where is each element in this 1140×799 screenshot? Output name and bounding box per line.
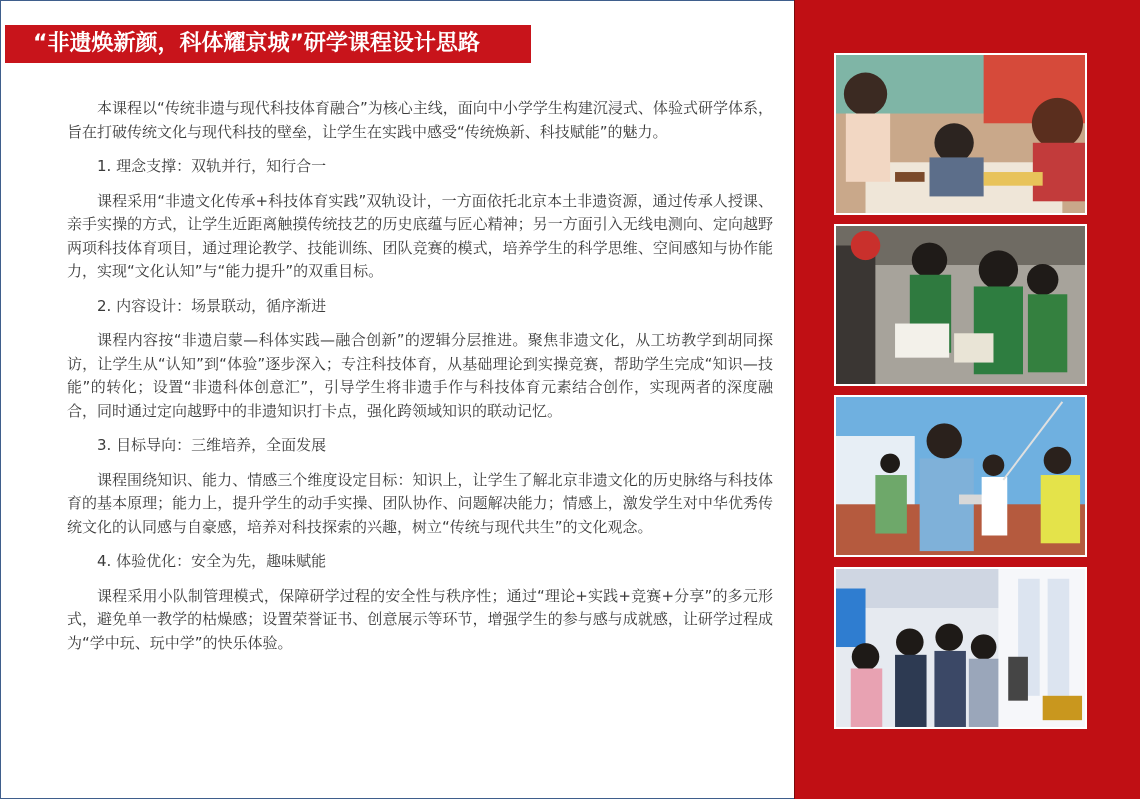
photo-orienteering-students: [834, 224, 1087, 386]
article-body: [67, 97, 773, 666]
section-heading-4: 4. 体验优化：安全为先，趣味赋能: [97, 552, 327, 570]
section-heading-3: 3. 目标导向：三维培养，全面发展: [97, 436, 327, 454]
intro-paragraph: 本课程以“传统非遗与现代科技体育融合”为核心主线，面向中小学学生构建沉浸式、体验式研学体系，旨在打破传统文化与现代科技的壁垒，让学生在实践中感受“传统焕新、科技赋能”的魅力。: [67, 99, 773, 141]
section-body-3: 课程围绕知识、能力、情感三个维度设定目标：知识上，让学生了解北京非遗文化的历史脉络与科技体育的基本原理；能力上，提升学生的动手实操、团队协作、问题解决能力；情感上，激发学生对中华优秀传统文化的认同感与自豪感，培养对科技探索的兴趣，树立“传统与现代共生”的文化观念。: [67, 470, 773, 536]
photo-science-exhibition: [834, 567, 1087, 729]
section-body-4: 课程采用小队制管理模式，保障研学过程的安全性与秩序性；通过“理论+实践+竞赛+分享”的多元形式，避免单一教学的枯燥感；设置荣誉证书、创意展示等环节，增强学生的参与感与成就感，让研学过程成为“学中玩、玩中学”的快乐体验。: [67, 586, 773, 652]
photo-crafts-workshop: [834, 53, 1087, 215]
section-heading-1: 1. 理念支撑：双轨并行，知行合一: [97, 157, 327, 175]
section-heading-2: 2. 内容设计：场景联动，循序渐进: [97, 296, 327, 315]
section-body-1: 课程采用“非遗文化传承+科技体育实践”双轨设计，一方面依托北京本土非遗资源，通过传承人授课、亲手实操的方式，让学生近距离触摸传统技艺的历史底蕴与匠心精神；另一方面引入无线电测向、定向越野两项科技体育项目，通过理论教学、技能训练、团队竞赛的模式，培养学生的科学思维、空间感知与协作能力，实现“文化认知”与“能力提升”的双重目标。: [67, 191, 773, 280]
page-title: “非遗焕新颜，科体耀京城”研学课程设计思路: [33, 31, 480, 56]
section-body-2: 课程内容按“非遗启蒙—科体实践—融合创新”的逻辑分层推进。聚焦非遗文化，从工坊教学到胡同探访，让学生从“认知”到“体验”逐步深入；专注科技体育，从基础理论到实操竞赛，帮助学生完成“知识—技能”的转化；设置“非遗科体创意汇”，引导学生将非遗手作与科技体育元素结合创作，实现两者的深度融合，同时通过定向越野中的非遗知识打卡点，强化跨领域知识的联动记忆。: [67, 331, 773, 420]
title-banner: [5, 25, 531, 63]
photo-radio-direction-finding: [834, 395, 1087, 557]
